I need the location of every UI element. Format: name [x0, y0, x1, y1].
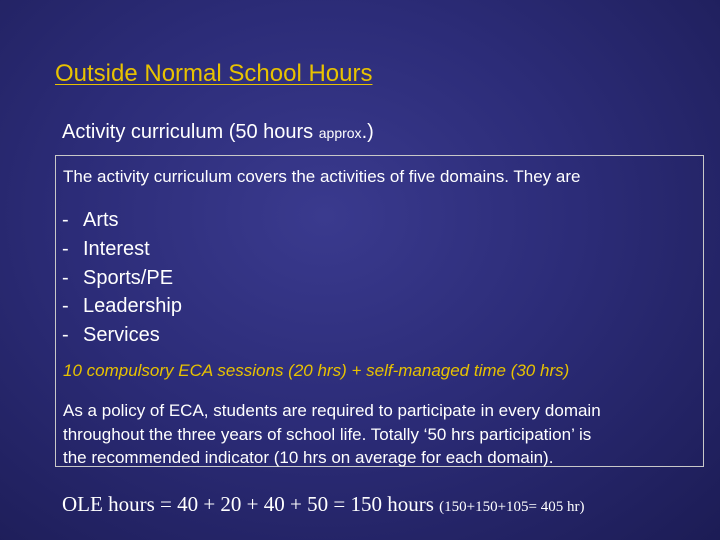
domain-item-arts — [62, 206, 182, 235]
policy-line: the recommended indicator (10 hrs on average for each domain). — [63, 448, 554, 468]
domain-item-sports-pe — [62, 264, 182, 293]
domain-item-interest — [62, 235, 182, 264]
domain-label: Arts — [83, 209, 119, 231]
policy-line: throughout the three years of school life. Totally ‘50 hrs participation’ is — [63, 424, 592, 444]
ole-breakdown: (150+150+105= 405 hr) — [439, 499, 585, 515]
intro-text: The activity curriculum covers the activities of five domains. They are — [63, 167, 581, 186]
domain-item-services — [62, 321, 182, 350]
domain-label: Sports/PE — [83, 266, 174, 289]
ole-hours-total — [62, 492, 585, 517]
bullet-dash: - — [62, 209, 69, 231]
subtitle-main: Activity curriculum (50 hours — [62, 121, 314, 143]
bullet-dash: - — [62, 237, 69, 260]
eca-sessions-highlight: 10 compulsory ECA sessions (20 hrs) + self-managed time (30 hrs) — [63, 361, 570, 380]
subtitle-approx: approx — [318, 125, 362, 141]
eca-policy-paragraph — [63, 399, 703, 470]
policy-line: As a policy of ECA, students are required to participate in every domain — [63, 401, 601, 420]
subtitle-end: .) — [361, 121, 374, 143]
bullet-dash: - — [62, 295, 69, 318]
activity-curriculum-subtitle — [62, 121, 374, 144]
domain-label: Leadership — [83, 295, 182, 318]
bullet-dash: - — [62, 266, 69, 289]
domain-item-leadership — [62, 292, 182, 321]
content-box — [55, 155, 704, 467]
bullet-dash: - — [62, 324, 69, 347]
domain-list — [62, 206, 182, 350]
ole-main: OLE hours = 40 + 20 + 40 + 50 = 150 hours — [62, 492, 440, 516]
slide-title: Outside Normal School Hours — [55, 60, 373, 87]
domain-label: Services — [83, 324, 160, 347]
domain-label: Interest — [83, 237, 150, 260]
